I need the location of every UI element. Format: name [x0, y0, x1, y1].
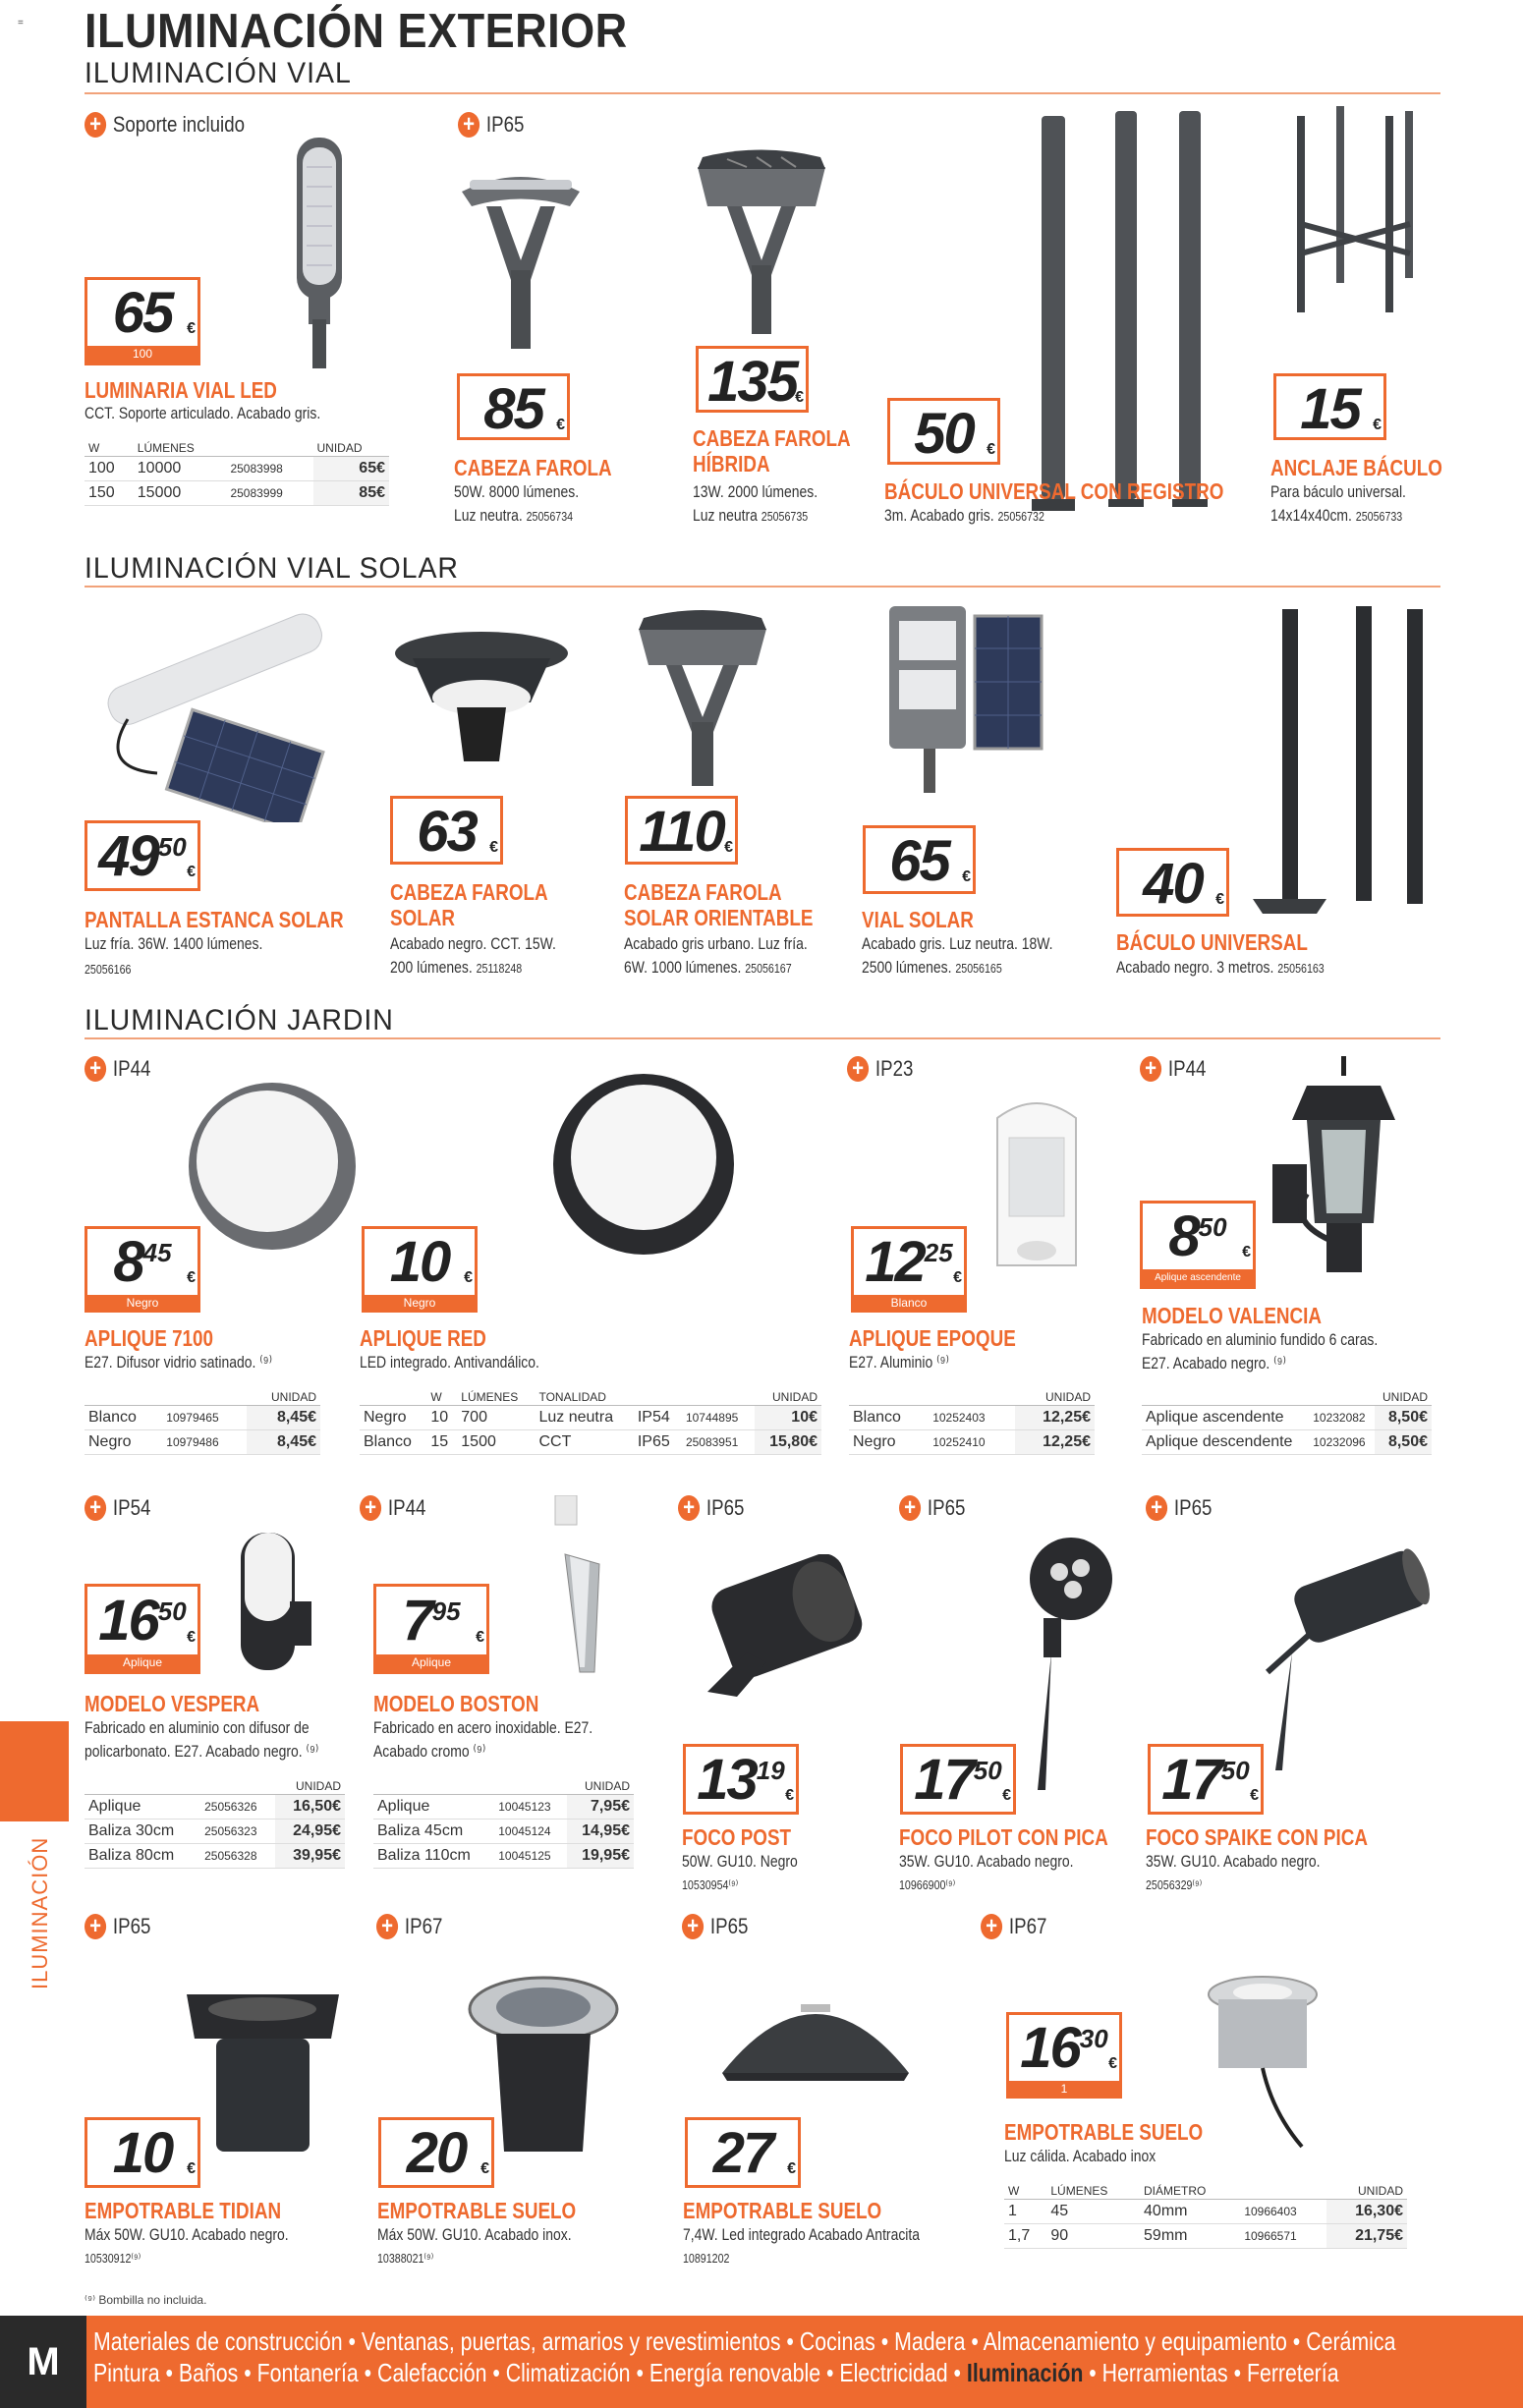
logo-icon: M [0, 2316, 86, 2408]
boston-lamp-image [545, 1495, 614, 1682]
product-desc: 50W. GU10. Negro [682, 1852, 798, 1871]
product-name: FOCO PILOT CON PICA [899, 1824, 1108, 1850]
tag-ip65: + IP65 [678, 1495, 744, 1521]
plus-icon: + [981, 1914, 1002, 1939]
tag-ip65: + IP65 [458, 112, 524, 138]
pantalla-solar-image [88, 601, 334, 822]
tag-soporte: + Soporte incluido [85, 112, 245, 138]
product-name: APLIQUE EPOQUE [849, 1325, 1016, 1351]
product-table: UNIDAD Aplique 25056326 16,50€ Baliza 30cm 25056323 24,95€ Baliza 80cm 25056328 39,95€ [85, 1778, 345, 1869]
tag-ip67: + IP67 [376, 1914, 442, 1939]
tag-ip67: + IP67 [981, 1914, 1046, 1939]
page-title: ILUMINACIÓN EXTERIOR [85, 5, 628, 58]
product-desc: Acabado gris. Luz neutra. 18W. [862, 934, 1053, 953]
price-tag: 17 50 € [1148, 1744, 1264, 1815]
poles-image [1022, 106, 1238, 519]
product-name: SOLAR ORIENTABLE [624, 905, 814, 930]
farola-head-image [452, 162, 590, 349]
product-name: MODELO BOSTON [373, 1691, 539, 1716]
price-tag: 63 € [390, 796, 503, 865]
tag-ip65: + IP65 [899, 1495, 965, 1521]
product-desc: Acabado negro. 3 metros. 25056163 [1116, 958, 1325, 977]
product-name: LUMINARIA VIAL LED [85, 377, 277, 403]
plus-icon: + [1140, 1056, 1161, 1082]
plus-icon: + [1146, 1495, 1167, 1521]
product-name: FOCO POST [682, 1824, 792, 1850]
product-name: EMPOTRABLE SUELO [1004, 2119, 1204, 2145]
product-name: EMPOTRABLE SUELO [377, 2198, 577, 2223]
tidian-bollard-image [182, 1989, 344, 2156]
product-table: UNIDAD Blanco 10252403 12,25€ Negro 10252410 12,25€ [849, 1389, 1095, 1455]
tag-ip65: + IP65 [1146, 1495, 1212, 1521]
divider [85, 1037, 1440, 1039]
price-tag: 8 50 € Aplique ascendente [1140, 1201, 1256, 1289]
product-name: CABEZA FAROLA [454, 455, 612, 480]
product-name: CABEZA FAROLA [693, 425, 851, 451]
wall-lamp-round-black-image [550, 1071, 737, 1258]
product-table: UNIDAD Aplique ascendente 10232082 8,50€ Aplique descendente 10232096 8,50€ [1142, 1389, 1432, 1455]
footer-categories-line1[interactable]: Materiales de construcción • Ventanas, puertas, armarios y revestimientos • Cocinas • Madera • Almacenamiento y equipamiento • Cerámica [93, 2326, 1396, 2356]
product-ref: 25056329⁽⁹⁾ [1146, 1877, 1203, 1892]
farola-solar-image [393, 629, 570, 766]
lantern-valencia-image [1268, 1056, 1425, 1297]
price-tag: 15 € [1273, 373, 1386, 440]
product-table: W LÚMENES TONALIDAD UNIDAD Negro 10 700 Luz neutra IP54 10744895 10€ Blanco 15 1500 CCT IP65 25083951 15,80€ [360, 1389, 821, 1455]
product-ref: 10966900⁽⁹⁾ [899, 1877, 956, 1892]
product-table: UNIDAD Blanco 10979465 8,45€ Negro 10979486 8,45€ [85, 1389, 320, 1455]
price-tag: 50 € [887, 398, 1000, 465]
product-name: APLIQUE RED [360, 1325, 486, 1351]
product-desc: Para báculo universal. [1270, 482, 1406, 501]
baculo-universal-image [1238, 604, 1435, 919]
street-lamp-image [285, 138, 354, 368]
product-desc: 35W. GU10. Acabado negro. [1146, 1852, 1321, 1871]
product-name: SOLAR [390, 905, 456, 930]
product-desc: 6W. 1000 lúmenes. 25056167 [624, 958, 792, 977]
tag-ip44: + IP44 [1140, 1056, 1206, 1082]
product-desc: E27. Aluminio ⁽⁹⁾ [849, 1353, 949, 1372]
product-desc: 50W. 8000 lúmenes. [454, 482, 580, 501]
product-ref: 10891202 [683, 2251, 730, 2266]
section-title-jardin: ILUMINACIÓN JARDIN [85, 1004, 394, 1036]
price-tag: 12 25 € Blanco [851, 1226, 967, 1313]
price-tag: 7 95 € Aplique [373, 1584, 489, 1674]
plus-icon: + [360, 1495, 381, 1521]
plus-icon: + [85, 1495, 106, 1521]
product-desc: E27. Difusor vidrio satinado. ⁽⁹⁾ [85, 1353, 273, 1372]
product-desc: 14x14x40cm. 25056733 [1270, 506, 1403, 525]
price-tag: 16 50 € Aplique [85, 1584, 200, 1674]
plus-icon: + [847, 1056, 869, 1082]
price-tag: 65 € [863, 825, 976, 894]
product-name: MODELO VESPERA [85, 1691, 260, 1716]
tag-ip65: + IP65 [85, 1914, 150, 1939]
section-title-solar: ILUMINACIÓN VIAL SOLAR [85, 552, 459, 585]
foco-spaike-image [1238, 1544, 1435, 1770]
product-name: FOCO SPAIKE CON PICA [1146, 1824, 1368, 1850]
price-tag: 17 50 € [900, 1744, 1016, 1815]
divider [85, 92, 1440, 94]
price-tag: 10 € Negro [362, 1226, 478, 1313]
product-desc: 13W. 2000 lúmenes. [693, 482, 818, 501]
price-tag: 110 € [625, 796, 738, 865]
anclaje-image [1277, 106, 1425, 322]
price-tag: 65 € 100 [85, 277, 200, 365]
product-desc: 200 lúmenes. 25118248 [390, 958, 523, 977]
plus-icon: + [678, 1495, 700, 1521]
product-ref: 10530912⁽⁹⁾ [85, 2251, 141, 2266]
side-label: ILUMINACIÓN [28, 1836, 52, 1989]
product-table: W LÚMENES DIÁMETRO UNIDAD 1 45 40mm 10966403 16,30€ 1,7 90 59mm 10966571 21,75€ [1004, 2183, 1407, 2249]
plus-icon: + [85, 112, 106, 138]
product-desc: E27. Acabado negro. ⁽⁹⁾ [1142, 1354, 1286, 1372]
price-tag: 8 45 € Negro [85, 1226, 200, 1313]
product-desc: Fabricado en aluminio con difusor de [85, 1718, 310, 1737]
product-desc: 2500 lúmenes. 25056165 [862, 958, 1002, 977]
plus-icon: + [899, 1495, 921, 1521]
product-desc: Fabricado en acero inoxidable. E27. [373, 1718, 593, 1737]
tag-ip54: + IP54 [85, 1495, 150, 1521]
product-table: W LÚMENES UNIDAD 100 10000 25083998 65€ 150 15000 25083999 85€ [85, 440, 389, 506]
side-tab [0, 1721, 69, 1821]
plus-icon: + [376, 1914, 398, 1939]
product-desc: Luz cálida. Acabado inox [1004, 2147, 1156, 2165]
recessed-dome-image [717, 1975, 914, 2083]
product-desc: Máx 50W. GU10. Acabado inox. [377, 2225, 572, 2244]
product-desc: Luz neutra. 25056734 [454, 506, 574, 525]
price-tag: 10 € [85, 2117, 200, 2188]
footnote: ⁽⁹⁾ Bombilla no incluida. [85, 2293, 207, 2307]
tag-ip44: + IP44 [360, 1495, 425, 1521]
tag-ip23: + IP23 [847, 1056, 913, 1082]
product-name: EMPOTRABLE TIDIAN [85, 2198, 282, 2223]
product-name: ANCLAJE BÁCULO [1270, 455, 1442, 480]
product-name: EMPOTRABLE SUELO [683, 2198, 882, 2223]
product-name: BÁCULO UNIVERSAL CON REGISTRO [884, 478, 1224, 504]
product-desc: Acabado gris urbano. Luz fría. [624, 934, 808, 953]
product-desc: policarbonato. E27. Acabado negro. ⁽⁹⁾ [85, 1742, 319, 1761]
product-desc: Máx 50W. GU10. Acabado negro. [85, 2225, 289, 2244]
product-desc: 35W. GU10. Acabado negro. [899, 1852, 1074, 1871]
farola-hibrida-image [688, 147, 835, 334]
divider [85, 586, 1440, 588]
price-tag: 27 € [685, 2117, 801, 2188]
price-tag: 40 € [1116, 848, 1229, 917]
product-ref: 10530954⁽⁹⁾ [682, 1877, 739, 1892]
price-tag: 135 € [696, 346, 809, 413]
vial-solar-image [884, 601, 1046, 798]
product-name: CABEZA FAROLA [624, 879, 782, 905]
product-desc: 7,4W. Led integrado Acabado Antracita [683, 2225, 921, 2244]
product-desc: Fabricado en aluminio fundido 6 caras. [1142, 1330, 1379, 1349]
product-name: CABEZA FAROLA [390, 879, 548, 905]
vespera-lamp-image [231, 1523, 319, 1675]
product-ref: 25056166 [85, 962, 132, 977]
foco-pilot-image [1012, 1535, 1130, 1790]
product-desc: 3m. Acabado gris. 25056732 [884, 506, 1044, 525]
product-desc: CCT. Soporte articulado. Acabado gris. [85, 404, 321, 422]
product-name: PANTALLA ESTANCA SOLAR [85, 907, 344, 932]
corner-mark: = [18, 18, 24, 28]
price-tag: 85 € [457, 373, 570, 440]
foco-post-image [678, 1554, 865, 1702]
price-tag: 13 19 € [683, 1744, 799, 1815]
tag-ip44: + IP44 [85, 1056, 150, 1082]
product-desc: Acabado negro. CCT. 15W. [390, 934, 556, 953]
product-name: MODELO VALENCIA [1142, 1303, 1323, 1328]
product-desc: Acabado cromo ⁽⁹⁾ [373, 1742, 486, 1761]
plus-icon: + [458, 112, 479, 138]
product-ref: 10388021⁽⁹⁾ [377, 2251, 434, 2266]
plus-icon: + [85, 1056, 106, 1082]
wall-lamp-epoque-image [978, 1089, 1096, 1285]
plus-icon: + [85, 1914, 106, 1939]
product-name: BÁCULO UNIVERSAL [1116, 929, 1308, 955]
product-desc: Luz neutra 25056735 [693, 506, 809, 525]
tag-ip65: + IP65 [682, 1914, 748, 1939]
farola-solar-orientable-image [629, 604, 776, 786]
footer-categories-line2[interactable]: Pintura • Baños • Fontanería • Calefacción • Climatización • Energía renovable • Electricidad • Iluminación • Herramientas • Ferretería [93, 2358, 1339, 2387]
price-tag: 20 € [378, 2117, 494, 2188]
product-desc: LED integrado. Antivandálico. [360, 1353, 539, 1372]
product-name: VIAL SOLAR [862, 907, 974, 932]
price-tag: 49 50 € [85, 820, 200, 891]
price-tag: 16 30 € 1 [1006, 2012, 1122, 2099]
product-table: UNIDAD Aplique 10045123 7,95€ Baliza 45cm 10045124 14,95€ Baliza 110cm 10045125 19,95€ [373, 1778, 634, 1869]
wall-lamp-round-white-image [187, 1081, 359, 1253]
plus-icon: + [682, 1914, 704, 1939]
product-desc: Luz fría. 36W. 1400 lúmenes. [85, 934, 263, 953]
product-name: APLIQUE 7100 [85, 1325, 214, 1351]
section-title-vial: ILUMINACIÓN VIAL [85, 57, 352, 89]
product-name: HÍBRIDA [693, 451, 770, 476]
recessed-small-image [1204, 1975, 1322, 2152]
